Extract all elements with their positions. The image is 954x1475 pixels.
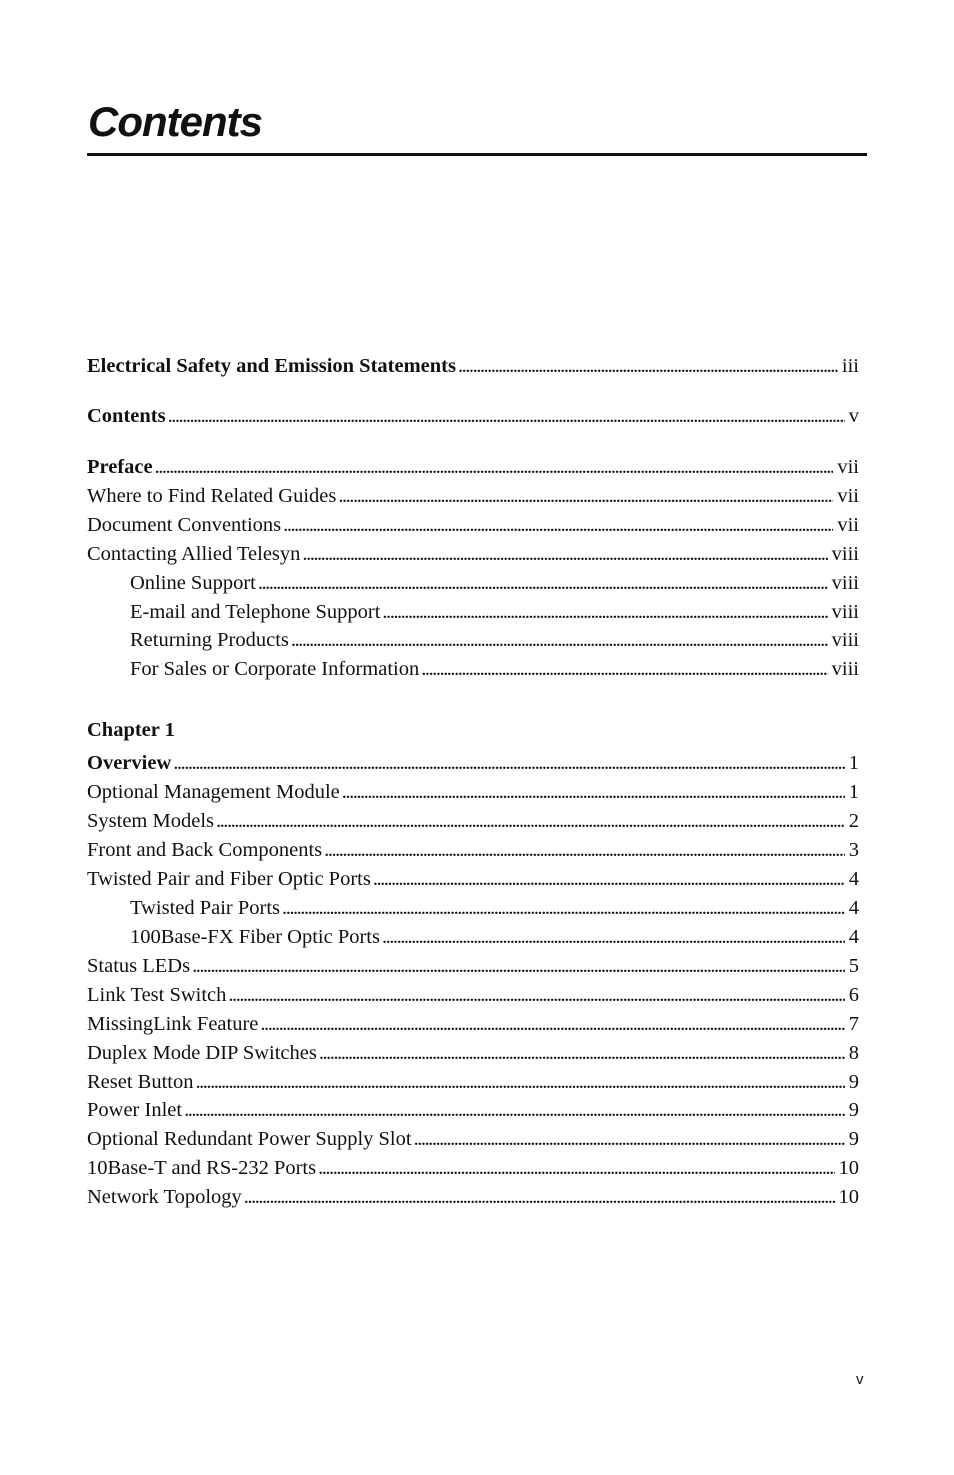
toc-entry-title: Link Test Switch	[87, 984, 227, 1006]
dot-leader	[302, 540, 827, 568]
toc-entry[interactable]	[87, 1068, 859, 1096]
toc-entry-title: Power Inlet	[87, 1099, 183, 1121]
toc-entry-page: v	[848, 405, 859, 427]
toc-entry[interactable]	[87, 778, 859, 806]
toc-entry-page: iii	[841, 355, 859, 377]
dot-leader	[283, 511, 833, 539]
toc-entry[interactable]	[130, 626, 859, 654]
toc-entry-title: 10Base-T and RS-232 Ports	[87, 1157, 317, 1179]
toc-entry-page: 9	[848, 1099, 859, 1121]
toc-entry-title: Overview	[87, 752, 172, 774]
toc-entry-page: 1	[848, 781, 859, 803]
toc-entry[interactable]	[87, 352, 859, 380]
toc-entry[interactable]	[87, 807, 859, 835]
toc-entry[interactable]	[87, 749, 859, 777]
toc-entry-title: Optional Management Module	[87, 781, 340, 803]
toc-entry-page: viii	[831, 572, 859, 594]
toc-entry-title: For Sales or Corporate Information	[130, 658, 420, 680]
dot-leader	[195, 1068, 844, 1096]
toc-entry-title: Electrical Safety and Emission Statements	[87, 355, 456, 377]
dot-leader	[173, 749, 845, 777]
toc-entry-page: 4	[848, 868, 859, 890]
toc-entry-page: viii	[831, 658, 859, 680]
toc-entry[interactable]	[130, 569, 859, 597]
dot-leader	[338, 482, 833, 510]
dot-leader	[244, 1183, 835, 1211]
toc-entry-page: 5	[848, 955, 859, 977]
dot-leader	[458, 352, 838, 380]
dot-leader	[342, 778, 845, 806]
toc-entry-title: MissingLink Feature	[87, 1013, 259, 1035]
toc-entry-page: 10	[838, 1186, 859, 1208]
title-rule	[87, 153, 867, 156]
dot-leader	[184, 1096, 845, 1124]
toc-entry-page: 9	[848, 1128, 859, 1150]
dot-leader	[373, 865, 845, 893]
toc-entry-title: 100Base-FX Fiber Optic Ports	[130, 926, 380, 948]
toc-entry[interactable]	[87, 1096, 859, 1124]
chapter-label: Chapter 1	[87, 719, 175, 741]
toc-entry-title: Front and Back Components	[87, 839, 323, 861]
page-title: Contents	[88, 98, 262, 145]
dot-leader	[260, 1010, 844, 1038]
dot-leader	[324, 836, 845, 864]
toc-entry-page: 9	[848, 1071, 859, 1093]
dot-leader	[155, 453, 834, 481]
page-number: v	[856, 1371, 864, 1388]
toc-entry-title: Returning Products	[130, 629, 289, 651]
toc-entry-page: viii	[831, 601, 859, 623]
toc-entry[interactable]	[87, 1154, 859, 1182]
toc-entry[interactable]	[87, 1125, 859, 1153]
toc-entry-page: 6	[848, 984, 859, 1006]
toc-entry-title: Twisted Pair Ports	[130, 897, 281, 919]
dot-leader	[382, 923, 845, 951]
toc-entry-title: Online Support	[130, 572, 256, 594]
toc-entry[interactable]	[130, 598, 859, 626]
toc-entry[interactable]	[87, 482, 859, 510]
toc-entry-title: Document Conventions	[87, 514, 282, 536]
dot-leader	[319, 1039, 845, 1067]
dot-leader	[318, 1154, 834, 1182]
toc-entry[interactable]	[87, 453, 859, 481]
toc-entry-title: E-mail and Telephone Support	[130, 601, 381, 623]
toc-entry[interactable]	[87, 1039, 859, 1067]
dot-leader	[258, 569, 828, 597]
toc-entry[interactable]	[130, 923, 859, 951]
toc-entry[interactable]	[87, 511, 859, 539]
toc-entry-page: 3	[848, 839, 859, 861]
toc-entry-title: Network Topology	[87, 1186, 242, 1208]
dot-leader	[382, 598, 827, 626]
toc-entry-page: viii	[831, 543, 859, 565]
toc-entry-title: Twisted Pair and Fiber Optic Ports	[87, 868, 371, 890]
toc-entry[interactable]	[87, 1010, 859, 1038]
toc-entry-title: Reset Button	[87, 1071, 194, 1093]
toc-entry-page: 1	[848, 752, 859, 774]
toc-entry-title: Contacting Allied Telesyn	[87, 543, 301, 565]
toc-entry-page: 4	[848, 897, 859, 919]
dot-leader	[192, 952, 845, 980]
toc-entry-title: Duplex Mode DIP Switches	[87, 1042, 317, 1064]
toc-entry-page: vii	[837, 456, 859, 478]
dot-leader	[421, 655, 827, 683]
dot-leader	[282, 894, 845, 922]
toc-entry[interactable]	[87, 952, 859, 980]
toc-entry-title: Preface	[87, 456, 153, 478]
toc-entry-title: Where to Find Related Guides	[87, 485, 337, 507]
toc-entry-page: 10	[838, 1157, 859, 1179]
toc-entry[interactable]	[130, 894, 859, 922]
toc-entry[interactable]	[87, 865, 859, 893]
dot-leader	[168, 402, 845, 430]
toc-entry[interactable]	[130, 655, 859, 683]
toc-entry[interactable]	[87, 836, 859, 864]
toc-entry-page: vii	[837, 485, 859, 507]
dot-leader	[414, 1125, 845, 1153]
toc-entry-page: viii	[831, 629, 859, 651]
toc-entry[interactable]	[87, 1183, 859, 1211]
toc-entry-page: 4	[848, 926, 859, 948]
toc-entry-page: 8	[848, 1042, 859, 1064]
toc-entry-page: 2	[848, 810, 859, 832]
toc-entry-page: 7	[848, 1013, 859, 1035]
toc-entry[interactable]	[87, 402, 859, 430]
toc-entry[interactable]	[87, 981, 859, 1009]
toc-entry-title: Contents	[87, 405, 166, 427]
dot-leader	[228, 981, 844, 1009]
toc-entry-page: vii	[837, 514, 859, 536]
dot-leader	[216, 807, 845, 835]
toc-entry-title: System Models	[87, 810, 214, 832]
toc-entry[interactable]	[87, 540, 859, 568]
toc-entry-title: Optional Redundant Power Supply Slot	[87, 1128, 412, 1150]
toc-entry-title: Status LEDs	[87, 955, 191, 977]
dot-leader	[291, 626, 828, 654]
